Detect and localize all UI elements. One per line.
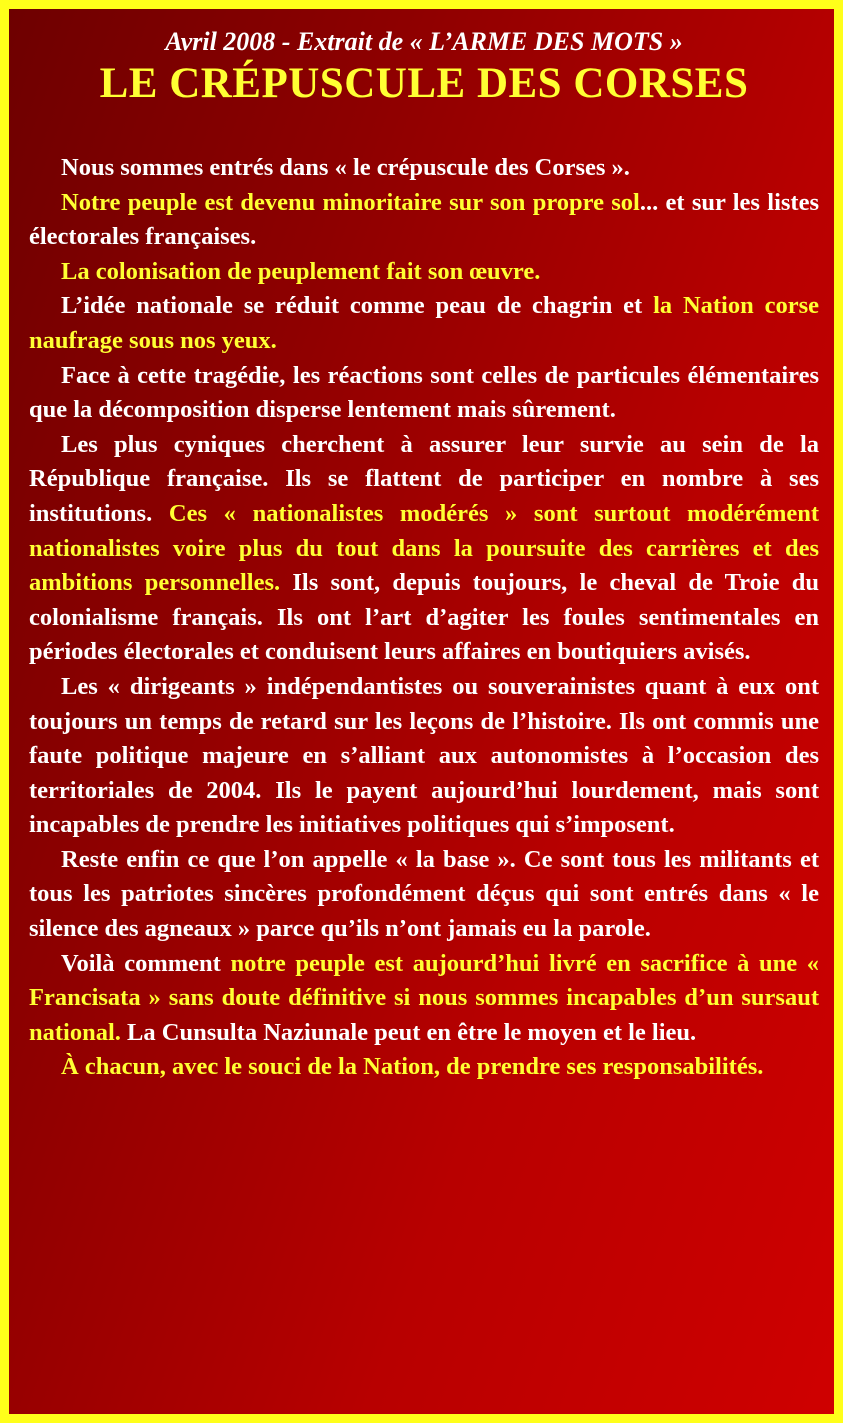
- paragraph-text: Ils sont, depuis toujours, le cheval de Troie du colonialisme français. Ils ont l’art d’agiter les foules sentimentales en périodes électorales et conduisent leurs affaires en boutiquiers avisés.: [29, 569, 820, 666]
- document-content: [29, 25, 819, 1085]
- article-body: [29, 151, 819, 1085]
- paragraph-text: Les « dirigeants » indépendantistes ou souverainistes quant à eux ont toujours un temps de retard sur les leçons de l’histoire. Ils ont commis une faute politique majeure en s’alliant aux autonomistes à l’occasion des territoriales de 2004. Ils le payent aujourd’hui lourdement, mais sont incapables de prendre les initiatives politiques qui s’imposent.: [29, 672, 819, 839]
- article-paragraph: [29, 947, 819, 1051]
- paragraph-text: La Cunsulta Naziunale peut en être le moyen et le lieu.: [120, 1018, 697, 1046]
- highlighted-text: Ces « nationalistes modérés » sont surtout modérément nationalistes voire plus du tout dans la poursuite des carrières et des ambitions personnelles.: [29, 499, 820, 597]
- article-paragraph: [29, 428, 819, 670]
- document-title: LE CRÉPUSCULE DES CORSES: [99, 60, 749, 107]
- article-paragraph: [29, 670, 819, 843]
- document-subtitle: Avril 2008 - Extrait de « L’ARME DES MOTS »: [165, 27, 683, 56]
- paragraph-text: Reste enfin ce que l’on appelle « la base ». Ce sont tous les militants et tous les patriotes sincères profondément déçus qui sont entrés dans « le silence des agneaux » parce qu’ils n’ont jamais eu la parole.: [29, 845, 819, 943]
- highlighted-text: la Nation corse naufrage sous nos yeux.: [29, 292, 819, 354]
- paragraph-text: Face à cette tragédie, les réactions sont celles de particules élémentaires que la décomposition disperse lentement mais sûrement.: [29, 361, 819, 424]
- article-paragraph: [29, 289, 819, 358]
- article-paragraph: [29, 1050, 819, 1085]
- article-paragraph: [29, 843, 819, 947]
- article-paragraph: [29, 186, 819, 255]
- highlighted-text: notre peuple est aujourd’hui livré en sacrifice à une « Francisata » sans doute définitive si nous sommes incapables d’un sursaut national.: [29, 949, 819, 1046]
- paragraph-text: ... et sur les listes électorales françaises.: [29, 188, 819, 251]
- highlighted-text: La colonisation de peuplement fait son œuvre.: [61, 257, 541, 285]
- highlighted-text: À chacun, avec le souci de la Nation, de prendre ses responsabilités.: [61, 1053, 764, 1081]
- article-paragraph: [29, 255, 819, 290]
- article-paragraph: [29, 359, 819, 428]
- highlighted-text: Notre peuple est devenu minoritaire sur son propre sol: [61, 188, 640, 216]
- paragraph-text: L’idée nationale se réduit comme peau de chagrin et: [61, 292, 654, 320]
- paragraph-text: Les plus cyniques cherchent à assurer leur survie au sein de la République française. Ils se flattent de participer en nombre à ses institutions.: [29, 430, 819, 527]
- article-paragraph: [29, 151, 819, 186]
- paragraph-text: Voilà comment: [61, 949, 231, 977]
- paragraph-text: Nous sommes entrés dans « le crépuscule des Corses ».: [61, 154, 630, 181]
